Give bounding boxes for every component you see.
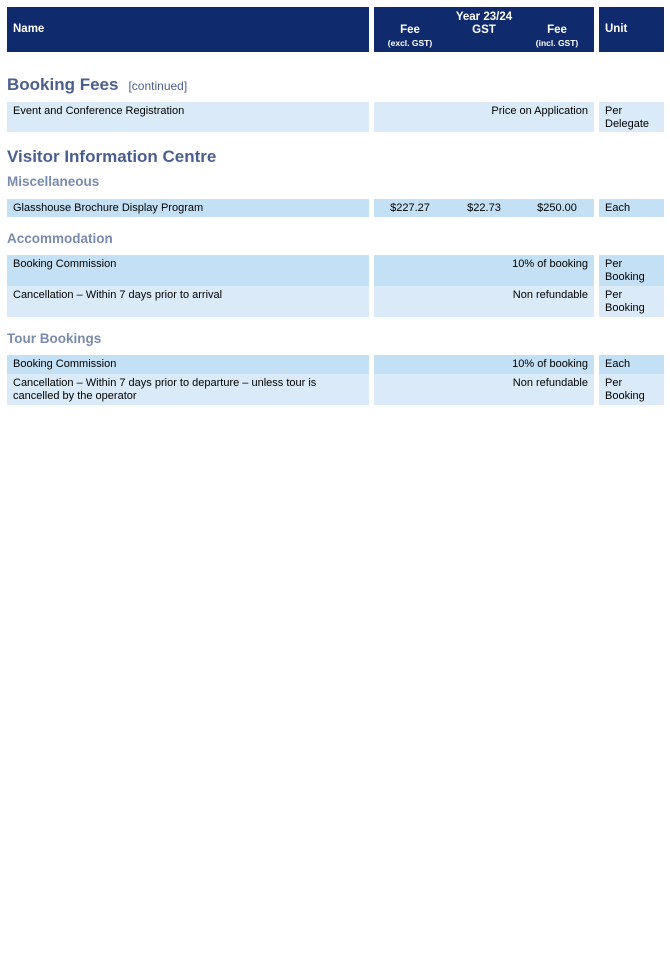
- row-fee: [374, 102, 594, 132]
- row-fee: [374, 255, 594, 286]
- subsection-title-tour-bookings: Tour Bookings: [7, 331, 102, 346]
- table-row: [0, 255, 670, 286]
- row-fee-excl: $227.27: [390, 202, 430, 214]
- header-fee-excl-label: Fee: [400, 24, 420, 36]
- header-fee-excl-sub: (excl. GST): [387, 38, 433, 48]
- row-name: Glasshouse Brochure Display Program: [7, 199, 369, 217]
- row-fee-text: 10% of booking: [512, 258, 588, 270]
- table-row: [0, 286, 670, 317]
- row-unit: Per Booking: [599, 286, 664, 317]
- header-name-label: Name: [13, 23, 45, 35]
- row-fee-text: Non refundable: [512, 289, 588, 301]
- header-unit-label: Unit: [605, 23, 628, 35]
- row-name: Cancellation – Within 7 days prior to departure – unless tour is cancelled by the operator: [7, 374, 369, 405]
- row-name: Cancellation – Within 7 days prior to arrival: [7, 286, 369, 317]
- section-title-booking-fees: [7, 75, 187, 95]
- row-fee: [374, 355, 594, 374]
- row-unit: Per Booking: [599, 255, 664, 286]
- header-gst-label: GST: [472, 24, 496, 36]
- section-title-visitor-centre: Visitor Information Centre: [7, 147, 217, 166]
- header-year-cell: [374, 7, 594, 52]
- row-name: Event and Conference Registration: [7, 102, 369, 132]
- row-fee: [374, 199, 594, 217]
- header-year-label: Year 23/24: [455, 11, 513, 23]
- continued-label: [continued]: [128, 79, 188, 93]
- table-row: [0, 374, 670, 405]
- row-gst: $22.73: [467, 202, 501, 214]
- header-fee-incl-sub: (incl. GST): [535, 38, 579, 48]
- row-name: Booking Commission: [7, 255, 369, 286]
- row-fee-text: Non refundable: [512, 377, 588, 389]
- row-unit: Per Delegate: [599, 102, 664, 132]
- header-fee-incl-label: Fee: [547, 24, 567, 36]
- row-fee-text: Price on Application: [491, 105, 588, 117]
- row-fee-incl: $250.00: [537, 202, 577, 214]
- row-unit: Each: [599, 199, 664, 217]
- subsection-title-accommodation: Accommodation: [7, 231, 113, 246]
- row-unit: Each: [599, 355, 664, 374]
- table-row: [0, 199, 670, 217]
- header-unit-cell: [599, 7, 664, 52]
- row-fee: [374, 374, 594, 405]
- row-fee: [374, 286, 594, 317]
- row-name: Booking Commission: [7, 355, 369, 374]
- subsection-title-miscellaneous: Miscellaneous: [7, 174, 100, 189]
- header-name-cell: [7, 7, 369, 52]
- table-row: [0, 355, 670, 374]
- booking-fees-title: Booking Fees: [7, 75, 119, 94]
- row-unit: Per Booking: [599, 374, 664, 405]
- row-fee-text: 10% of booking: [512, 358, 588, 370]
- table-row: [0, 102, 670, 132]
